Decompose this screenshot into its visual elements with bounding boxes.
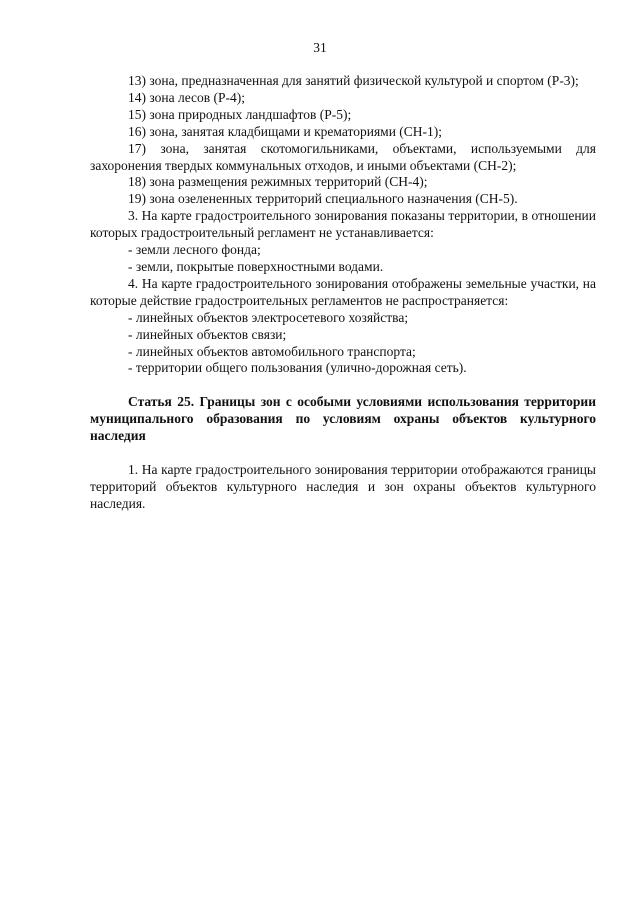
paragraph-zone-r5: 15) зона природных ландшафтов (Р-5); [128, 106, 352, 122]
list-item-public-territory: - территории общего пользования (улично-дорожная сеть). [128, 360, 467, 376]
paragraph-item-4: 4. На карте градостроительного зонирования отображены земельные участки, на которые действие градостроительных регламентов не распространяется: [90, 275, 596, 308]
list-item-water-lands: - земли, покрытые поверхностными водами. [128, 258, 384, 274]
list-item-forest-lands: - земли лесного фонда; [128, 242, 261, 258]
paragraph-zone-sn5: 19) зона озелененных территорий специального назначения (СН-5). [128, 191, 518, 207]
list-item-communications: - линейных объектов связи; [128, 326, 287, 342]
paragraph-zone-r4: 14) зона лесов (Р-4); [128, 89, 246, 105]
article-paragraph-1: 1. На карте градостроительного зонирования территории отображаются границы территорий объектов культурного наследия и зон охраны объектов культурного наследия. [90, 462, 596, 511]
list-item-power-grid: - линейных объектов электросетевого хозяйства; [128, 309, 409, 325]
list-item-road-transport: - линейных объектов автомобильного транспорта; [128, 343, 416, 359]
paragraph-zone-r3: 13) зона, предназначенная для занятий физической культурой и спортом (Р-3); [128, 73, 579, 88]
article-heading: Статья 25. Границы зон с особыми условиями использования территории муниципального образования по условиям охраны объектов культурного наследия [90, 394, 596, 444]
page-number: 31 [313, 40, 327, 55]
document-body [90, 73, 596, 513]
paragraph-zone-sn1: 16) зона, занятая кладбищами и крематориями (СН-1); [128, 123, 443, 139]
paragraph-item-3: 3. На карте градостроительного зонирования показаны территории, в отношении которых градостроительный регламент не устанавливается: [90, 208, 596, 241]
paragraph-zone-sn4: 18) зона размещения режимных территорий (СН-4); [128, 174, 428, 190]
paragraph-zone-sn2: 17) зона, занятая скотомогильниками, объектами, используемыми для захоронения твердых коммунальных отходов, и иными объектами (СН-2); [90, 140, 596, 173]
